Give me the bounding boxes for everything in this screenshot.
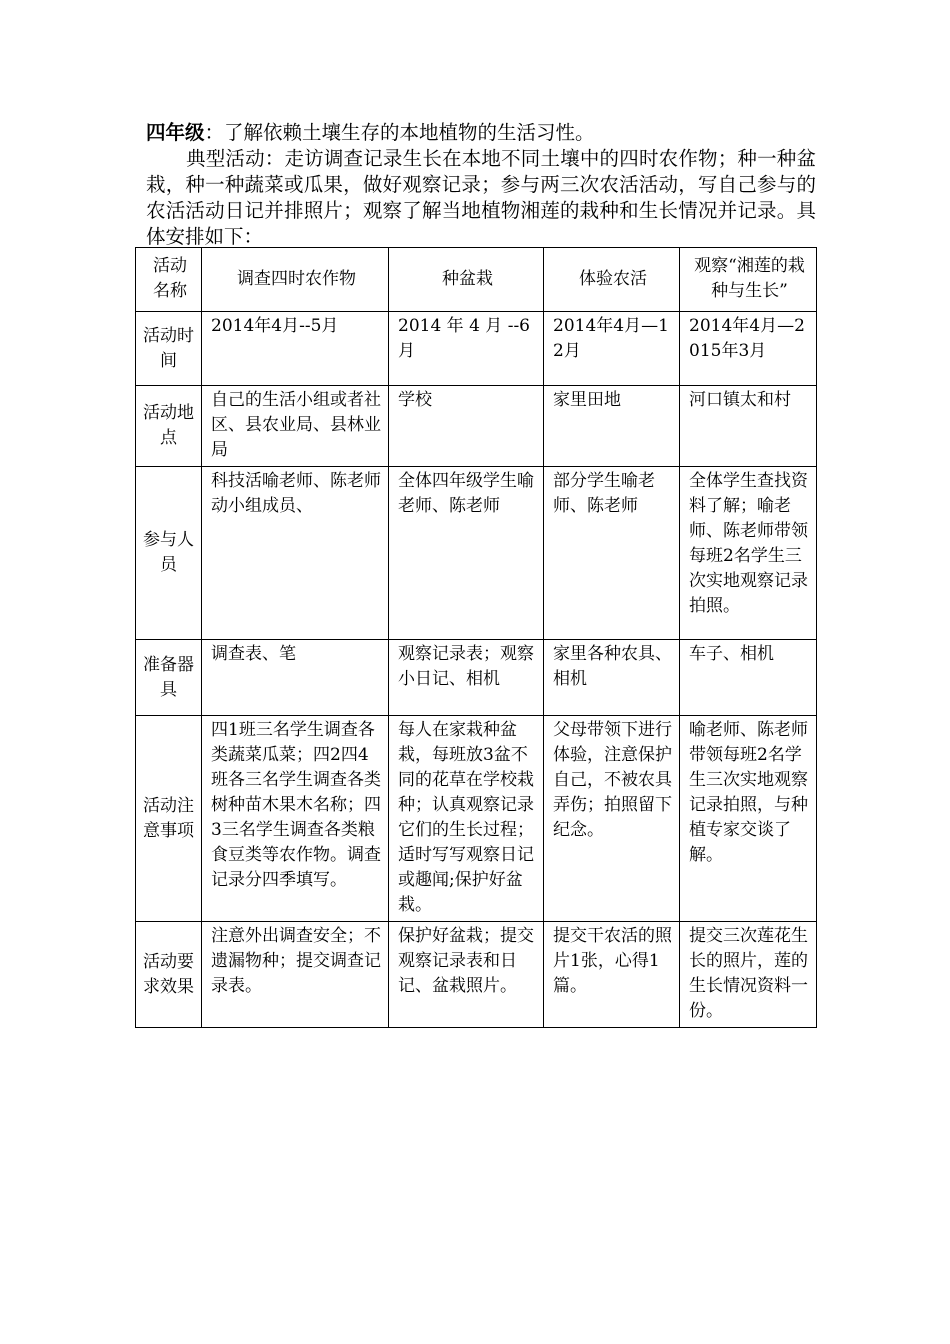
header-cell: 种盆栽 xyxy=(389,248,544,312)
table-cell: 每人在家栽种盆栽，每班放3盆不同的花草在学校栽种；认真观察记录它们的生长过程；适时写写观察日记或趣闻;保护好盆栽。 xyxy=(389,716,544,922)
header-cell: 活动名称 xyxy=(136,248,202,312)
grade-text: ：了解依赖土壤生存的本地植物的生活习性。 xyxy=(204,121,595,144)
table-cell: 车子、相机 xyxy=(680,640,817,716)
schedule-table xyxy=(135,247,817,1028)
table-cell: 部分学生喻老师、陈老师 xyxy=(544,467,680,640)
table-cell: 学校 xyxy=(389,386,544,467)
row-label: 活动要求效果 xyxy=(136,922,202,1028)
table-cell: 2014 年 4 月 --6月 xyxy=(389,312,544,386)
table-cell: 全体学生查找资料了解；喻老师、陈老师带领每班2名学生三次实地观察记录拍照。 xyxy=(680,467,817,640)
row-label: 活动地点 xyxy=(136,386,202,467)
table-header-row xyxy=(136,248,817,312)
table-cell: 注意外出调查安全；不遗漏物种；提交调查记录表。 xyxy=(202,922,389,1028)
table-cell: 2014年4月--5月 xyxy=(202,312,389,386)
table-cell: 提交干农活的照片1张，心得1篇。 xyxy=(544,922,680,1028)
table-row xyxy=(136,922,817,1028)
header-cell: 体验农活 xyxy=(544,248,680,312)
table-cell: 提交三次莲花生长的照片，莲的生长情况资料一份。 xyxy=(680,922,817,1028)
table-cell: 保护好盆栽；提交观察记录表和日记、盆栽照片。 xyxy=(389,922,544,1028)
header-cell: 观察“湘莲的栽种与生长” xyxy=(680,248,817,312)
row-label: 准备器具 xyxy=(136,640,202,716)
table-cell: 2014年4月—2015年3月 xyxy=(680,312,817,386)
table-cell: 2014年4月—12月 xyxy=(544,312,680,386)
table-row xyxy=(136,716,817,922)
table-cell: 全体四年级学生喻老师、陈老师 xyxy=(389,467,544,640)
table-cell: 科技活喻老师、陈老师动小组成员、 xyxy=(202,467,389,640)
table-cell: 调查表、笔 xyxy=(202,640,389,716)
table-row xyxy=(136,312,817,386)
activity-paragraph: 典型活动：走访调查记录生长在本地不同土壤中的四时农作物；种一种盆栽，种一种蔬菜或瓜果，做好观察记录；参与两三次农活活动，写自己参与的农活活动日记并排照片；观察了解当地植物湘莲的栽种和生长情况并记录。具体安排如下： xyxy=(146,147,816,248)
grade-line xyxy=(146,120,816,146)
table-cell: 自己的生活小组或者社区、县农业局、县林业局 xyxy=(202,386,389,467)
table-cell: 喻老师、陈老师带领每班2名学生三次实地观察记录拍照，与种植专家交谈了解。 xyxy=(680,716,817,922)
table-cell: 家里各种农具、相机 xyxy=(544,640,680,716)
table-cell: 观察记录表；观察小日记、相机 xyxy=(389,640,544,716)
table-row xyxy=(136,640,817,716)
table-cell: 四1班三名学生调查各类蔬菜瓜菜；四2四4班各三名学生调查各类树种苗木果木名称；四3三名学生调查各类粮食豆类等农作物。调查记录分四季填写。 xyxy=(202,716,389,922)
table-row xyxy=(136,386,817,467)
table-row xyxy=(136,467,817,640)
table-cell: 父母带领下进行体验，注意保护自己，不被农具弄伤；拍照留下纪念。 xyxy=(544,716,680,922)
row-label: 参与人员 xyxy=(136,467,202,640)
grade-label: 四年级 xyxy=(146,121,205,144)
intro-section xyxy=(146,120,816,250)
table-cell: 河口镇太和村 xyxy=(680,386,817,467)
row-label: 活动注意事项 xyxy=(136,716,202,922)
row-label: 活动时间 xyxy=(136,312,202,386)
table-cell: 家里田地 xyxy=(544,386,680,467)
header-cell: 调查四时农作物 xyxy=(202,248,389,312)
